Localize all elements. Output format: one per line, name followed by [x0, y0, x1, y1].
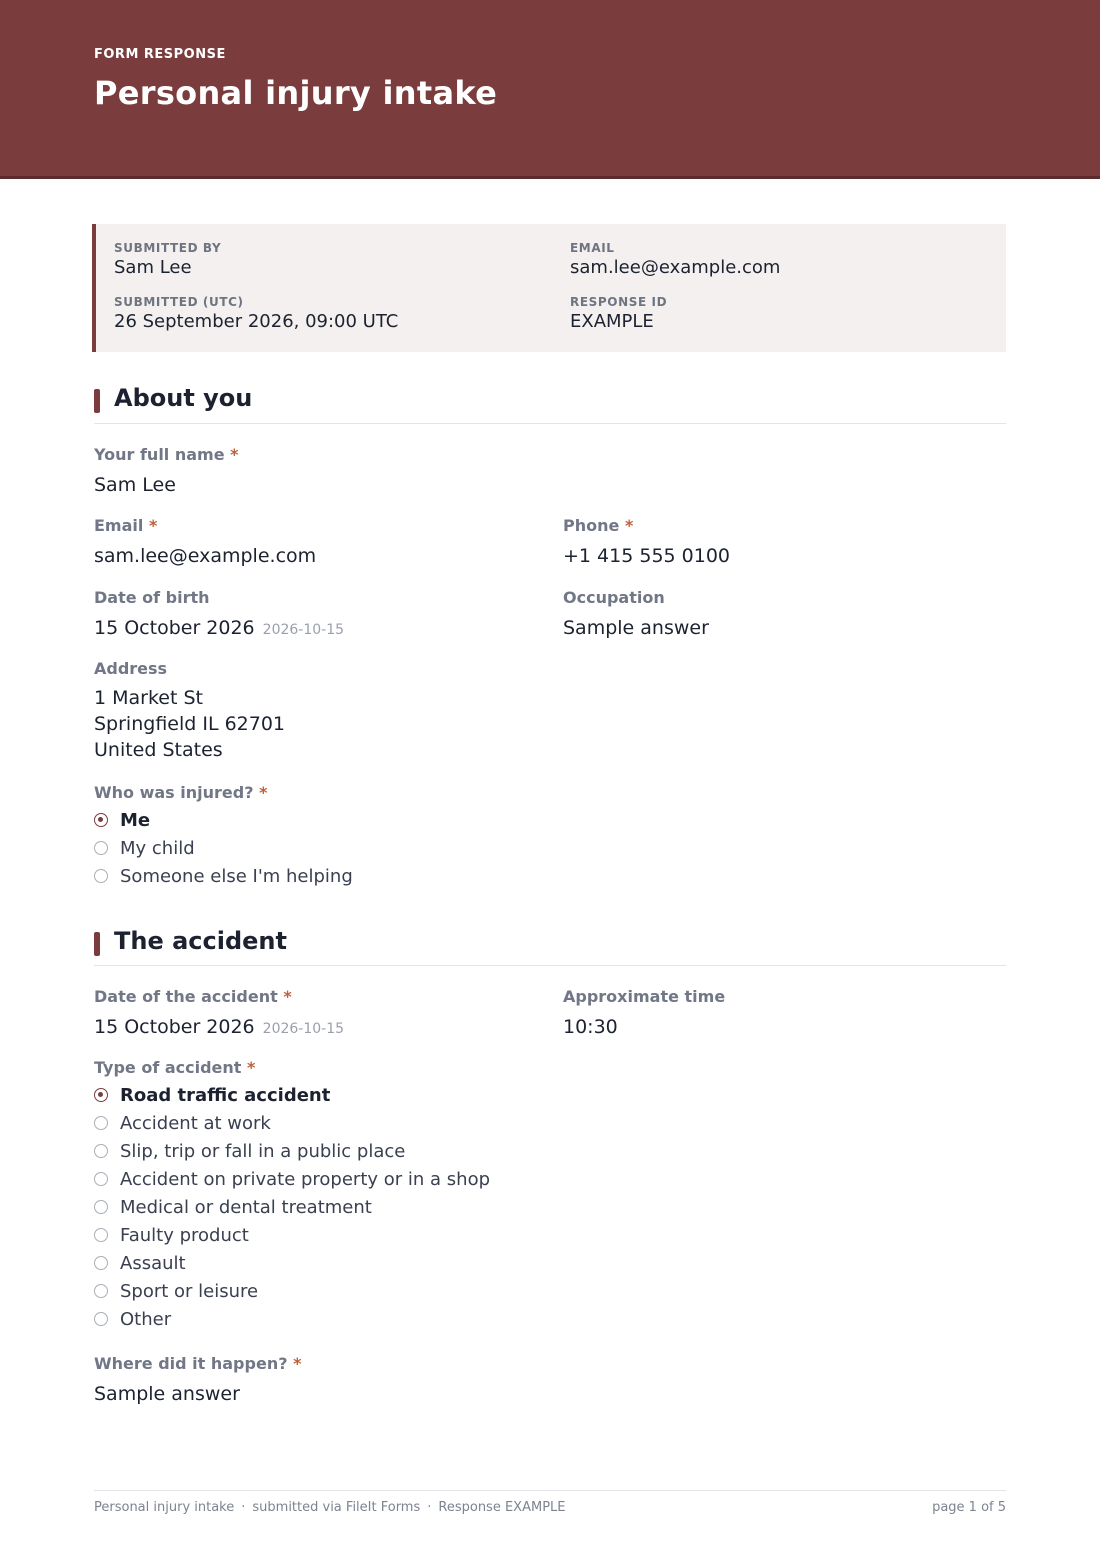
radio-unchecked-icon [94, 1144, 108, 1158]
meta-submitted-utc-label: SUBMITTED (UTC) [114, 295, 244, 309]
field-label: Your full name [94, 445, 225, 464]
radio-option-label: Someone else I'm helping [120, 866, 353, 887]
radio-option-label: My child [120, 838, 195, 859]
section-about-you [94, 384, 1006, 424]
field-label: Date of the accident [94, 987, 278, 1006]
section-title: About you [114, 384, 253, 412]
radio-unchecked-icon [94, 1200, 108, 1214]
radio-option [94, 1194, 490, 1222]
section-accent-bar [94, 932, 100, 956]
section-the-accident [94, 927, 1006, 966]
field-value: 15 October 2026 [94, 617, 255, 639]
footer-page-number: page 1 of 5 [932, 1500, 1006, 1515]
footer-info [94, 1500, 565, 1515]
required-marker: * [259, 783, 268, 802]
radio-unchecked-icon [94, 1228, 108, 1242]
footer-via: submitted via FileIt Forms [252, 1500, 421, 1515]
radio-option-label: Faulty product [120, 1225, 249, 1246]
field-label: Occupation [563, 588, 665, 607]
radio-option-label: Assault [120, 1253, 186, 1274]
iso-date: 2026-10-15 [262, 1021, 345, 1037]
required-marker: * [624, 516, 634, 535]
meta-submitted-utc [114, 295, 398, 332]
radio-option [94, 1250, 490, 1278]
field-label: Type of accident [94, 1058, 242, 1077]
meta-email-label: EMAIL [570, 241, 615, 255]
radio-option-label: Sport or leisure [120, 1281, 259, 1302]
required-marker: * [283, 987, 292, 1006]
field-date-of-birth [94, 588, 344, 643]
radio-option-label: Slip, trip or fall in a public place [120, 1141, 406, 1162]
radio-option [94, 1166, 490, 1194]
radio-checked-icon [94, 813, 108, 827]
radio-option [94, 835, 353, 863]
radio-option [94, 1138, 490, 1166]
footer-separator: · [427, 1500, 432, 1515]
meta-submitted-by-label: SUBMITTED BY [114, 241, 222, 255]
field-label: Phone [563, 516, 620, 535]
field-phone [563, 516, 730, 569]
required-marker: * [293, 1354, 302, 1373]
field-accident-type [94, 1058, 490, 1334]
field-occupation [563, 588, 709, 641]
field-label: Date of birth [94, 588, 210, 607]
field-label: Who was injured? [94, 783, 254, 802]
radio-option-selected [94, 807, 353, 835]
radio-group [94, 807, 353, 891]
footer-form-name: Personal injury intake [94, 1500, 235, 1515]
field-label: Where did it happen? [94, 1354, 288, 1373]
form-header [0, 0, 1100, 179]
field-where-happened [94, 1354, 301, 1407]
radio-unchecked-icon [94, 841, 108, 855]
radio-unchecked-icon [94, 1312, 108, 1326]
field-value: Sample answer [563, 617, 709, 639]
header-eyebrow: FORM RESPONSE [94, 47, 226, 62]
address-line: Springfield IL 62701 [94, 713, 286, 735]
field-value: Sam Lee [94, 474, 176, 496]
radio-unchecked-icon [94, 1116, 108, 1130]
required-marker: * [247, 1058, 256, 1077]
meta-submitted-by-value: Sam Lee [114, 257, 192, 278]
radio-option [94, 863, 353, 891]
meta-response-id-label: RESPONSE ID [570, 295, 668, 309]
radio-option-selected [94, 1082, 490, 1110]
radio-unchecked-icon [94, 869, 108, 883]
meta-submitted-by [114, 241, 221, 278]
required-marker: * [148, 516, 158, 535]
page-footer [94, 1490, 1006, 1521]
submission-meta [92, 224, 1006, 352]
radio-option [94, 1306, 490, 1334]
page-title: Personal injury intake [94, 74, 498, 112]
radio-unchecked-icon [94, 1284, 108, 1298]
required-marker: * [230, 445, 239, 464]
field-email [94, 516, 316, 569]
field-value: +1 415 555 0100 [563, 545, 731, 567]
field-value: 15 October 2026 [94, 1016, 255, 1038]
footer-separator: · [241, 1500, 246, 1515]
field-accident-date [94, 987, 344, 1042]
radio-option [94, 1110, 490, 1138]
radio-unchecked-icon [94, 1256, 108, 1270]
meta-response-id-value: EXAMPLE [570, 311, 654, 332]
field-approximate-time [563, 987, 725, 1040]
radio-option-label: Medical or dental treatment [120, 1197, 372, 1218]
field-label: Address [94, 659, 168, 678]
radio-checked-icon [94, 1088, 108, 1102]
radio-option-label: Accident on private property or in a shop [120, 1169, 491, 1190]
radio-option-label: Accident at work [120, 1113, 271, 1134]
radio-option [94, 1278, 490, 1306]
meta-email [570, 241, 780, 278]
section-accent-bar [94, 389, 100, 413]
meta-email-value: sam.lee@example.com [570, 257, 781, 278]
radio-option-label: Road traffic accident [120, 1085, 331, 1106]
field-who-injured [94, 783, 353, 891]
meta-response-id [570, 295, 667, 332]
meta-submitted-utc-value: 26 September 2026, 09:00 UTC [114, 311, 399, 332]
field-label: Approximate time [563, 987, 726, 1006]
field-value: 10:30 [563, 1016, 618, 1038]
field-value: sam.lee@example.com [94, 545, 317, 567]
section-title: The accident [114, 927, 287, 955]
radio-option-label: Me [120, 810, 151, 831]
radio-option-label: Other [120, 1309, 172, 1330]
field-value: Sample answer [94, 1383, 240, 1405]
radio-unchecked-icon [94, 1172, 108, 1186]
address-line: 1 Market St [94, 687, 203, 709]
field-label: Email [94, 516, 144, 535]
iso-date: 2026-10-15 [262, 622, 345, 638]
field-full-name [94, 445, 239, 498]
radio-group [94, 1082, 490, 1334]
address-line: United States [94, 739, 223, 761]
field-address [94, 659, 285, 763]
footer-response: Response EXAMPLE [438, 1500, 566, 1515]
address-lines [94, 685, 285, 763]
radio-option [94, 1222, 490, 1250]
